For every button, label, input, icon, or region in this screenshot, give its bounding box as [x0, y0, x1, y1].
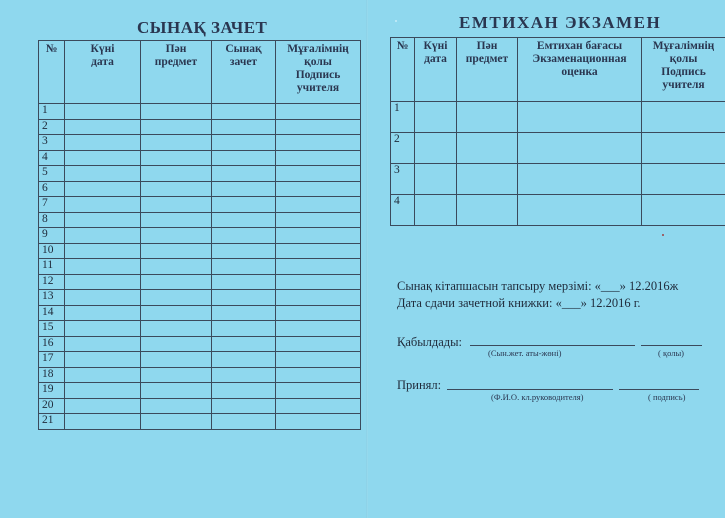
zachet-cell — [212, 228, 276, 244]
zachet-cell — [212, 367, 276, 383]
zachet-cell — [65, 135, 141, 151]
zachet-row — [39, 414, 361, 430]
exam-col-header: Пән предмет — [457, 38, 518, 102]
zachet-row-number: 1 — [39, 104, 65, 120]
zachet-row — [39, 135, 361, 151]
exam-title: ЕМТИХАН ЭКЗАМЕН — [459, 13, 662, 32]
zachet-cell — [276, 336, 361, 352]
zachet-cell — [141, 367, 212, 383]
zachet-row — [39, 274, 361, 290]
zachet-cell — [141, 414, 212, 430]
zachet-cell — [212, 212, 276, 228]
zachet-title: СЫНАҚ ЗАЧЕТ — [137, 18, 268, 37]
zachet-cell — [212, 398, 276, 414]
exam-cell — [642, 195, 725, 226]
zachet-row-number: 12 — [39, 274, 65, 290]
zachet-cell — [65, 259, 141, 275]
exam-row-number: 3 — [391, 164, 415, 195]
exam-cell — [518, 133, 642, 164]
zachet-cell — [276, 243, 361, 259]
paper-speck — [662, 234, 664, 236]
zachet-row-number: 14 — [39, 305, 65, 321]
exam-cell — [415, 195, 457, 226]
zachet-cell — [141, 181, 212, 197]
accepted-kz-name-line — [470, 345, 635, 346]
zachet-cell — [65, 166, 141, 182]
exam-row-number: 4 — [391, 195, 415, 226]
zachet-row-number: 21 — [39, 414, 65, 430]
zachet-cell — [141, 274, 212, 290]
zachet-cell — [141, 383, 212, 399]
accepted-ru-hint-sign: ( подпись) — [648, 392, 686, 402]
zachet-row — [39, 243, 361, 259]
zachet-cell — [141, 212, 212, 228]
zachet-row — [39, 321, 361, 337]
accepted-kz-label: Қабылдады: — [397, 335, 463, 349]
zachet-cell — [276, 367, 361, 383]
zachet-col-header: Сынақ зачет — [212, 41, 276, 104]
zachet-row — [39, 104, 361, 120]
zachet-cell — [212, 383, 276, 399]
zachet-table — [38, 40, 361, 430]
exam-row-number: 2 — [391, 133, 415, 164]
exam-table — [390, 37, 725, 226]
zachet-cell — [276, 150, 361, 166]
zachet-cell — [65, 290, 141, 306]
page-fold — [366, 0, 368, 518]
accepted-ru-sign-line — [619, 389, 699, 390]
exam-col-header: Күні дата — [415, 38, 457, 102]
zachet-cell — [65, 383, 141, 399]
exam-cell — [415, 164, 457, 195]
zachet-row-number: 20 — [39, 398, 65, 414]
zachet-row-number: 17 — [39, 352, 65, 368]
zachet-cell — [276, 414, 361, 430]
exam-cell — [457, 133, 518, 164]
exam-cell — [415, 133, 457, 164]
zachet-cell — [212, 166, 276, 182]
zachet-row — [39, 383, 361, 399]
zachet-row — [39, 367, 361, 383]
zachet-row-number: 9 — [39, 228, 65, 244]
zachet-row-number: 2 — [39, 119, 65, 135]
zachet-row-number: 13 — [39, 290, 65, 306]
zachet-row — [39, 290, 361, 306]
exam-row — [391, 195, 725, 226]
zachet-cell — [212, 414, 276, 430]
zachet-cell — [212, 321, 276, 337]
zachet-row-number: 16 — [39, 336, 65, 352]
zachet-cell — [212, 104, 276, 120]
exam-body — [391, 102, 725, 226]
exam-cell — [457, 164, 518, 195]
exam-cell — [642, 102, 725, 133]
zachet-cell — [276, 212, 361, 228]
zachet-cell — [141, 290, 212, 306]
zachet-col-header: Мұғалімнің қолы Подпись учителя — [276, 41, 361, 104]
zachet-cell — [212, 274, 276, 290]
zachet-cell — [212, 150, 276, 166]
zachet-cell — [212, 305, 276, 321]
zachet-row — [39, 352, 361, 368]
zachet-row-number: 7 — [39, 197, 65, 213]
zachet-row-number: 3 — [39, 135, 65, 151]
zachet-cell — [276, 321, 361, 337]
zachet-cell — [212, 135, 276, 151]
zachet-row-number: 10 — [39, 243, 65, 259]
zachet-cell — [65, 150, 141, 166]
zachet-row — [39, 150, 361, 166]
zachet-cell — [65, 181, 141, 197]
exam-cell — [642, 164, 725, 195]
zachet-cell — [212, 336, 276, 352]
zachet-cell — [141, 104, 212, 120]
zachet-cell — [65, 305, 141, 321]
zachet-cell — [276, 181, 361, 197]
zachet-row-number: 18 — [39, 367, 65, 383]
zachet-row-number: 4 — [39, 150, 65, 166]
zachet-cell — [276, 104, 361, 120]
exam-cell — [457, 195, 518, 226]
zachet-row-number: 8 — [39, 212, 65, 228]
exam-col-header: Емтихан бағасы Экзаменационная оценка — [518, 38, 642, 102]
exam-row-number: 1 — [391, 102, 415, 133]
zachet-cell — [141, 398, 212, 414]
zachet-row — [39, 212, 361, 228]
zachet-col-header: Күні дата — [65, 41, 141, 104]
zachet-cell — [276, 228, 361, 244]
zachet-cell — [276, 352, 361, 368]
zachet-row-number: 15 — [39, 321, 65, 337]
zachet-cell — [65, 336, 141, 352]
zachet-cell — [212, 181, 276, 197]
zachet-cell — [276, 398, 361, 414]
zachet-row — [39, 259, 361, 275]
zachet-cell — [65, 367, 141, 383]
zachet-cell — [141, 305, 212, 321]
zachet-cell — [141, 119, 212, 135]
exam-cell — [518, 102, 642, 133]
accepted-kz-hint-name: (Сын.жет. аты-жөні) — [488, 348, 562, 358]
zachet-cell — [141, 135, 212, 151]
zachet-cell — [212, 352, 276, 368]
zachet-cell — [65, 321, 141, 337]
zachet-cell — [141, 259, 212, 275]
exam-row — [391, 133, 725, 164]
paper-speck — [395, 20, 397, 22]
exam-cell — [457, 102, 518, 133]
zachet-col-header: Пән предмет — [141, 41, 212, 104]
zachet-col-header: № — [39, 41, 65, 104]
zachet-row — [39, 336, 361, 352]
zachet-body — [39, 104, 361, 430]
zachet-cell — [141, 228, 212, 244]
accepted-ru-label: Принял: — [397, 378, 442, 392]
exam-row — [391, 164, 725, 195]
zachet-cell — [212, 119, 276, 135]
accepted-ru-hint-name: (Ф.И.О. кл.руководителя) — [491, 392, 584, 402]
exam-header-row — [391, 38, 725, 102]
zachet-cell — [276, 305, 361, 321]
zachet-row — [39, 305, 361, 321]
accepted-kz-sign-line — [641, 345, 702, 346]
exam-cell — [642, 133, 725, 164]
zachet-row — [39, 197, 361, 213]
exam-cell — [518, 195, 642, 226]
exam-cell — [518, 164, 642, 195]
zachet-cell — [276, 135, 361, 151]
zachet-row — [39, 398, 361, 414]
zachet-cell — [276, 166, 361, 182]
zachet-cell — [65, 414, 141, 430]
zachet-cell — [212, 243, 276, 259]
zachet-cell — [276, 259, 361, 275]
zachet-row — [39, 228, 361, 244]
zachet-cell — [212, 197, 276, 213]
zachet-cell — [65, 352, 141, 368]
zachet-cell — [141, 150, 212, 166]
zachet-cell — [65, 104, 141, 120]
exam-row — [391, 102, 725, 133]
zachet-cell — [65, 398, 141, 414]
zachet-row-number: 19 — [39, 383, 65, 399]
exam-cell — [415, 102, 457, 133]
deadline-kz: Сынақ кітапшасын тапсыру мерзімі: «___» 12.2016ж — [397, 279, 679, 293]
zachet-cell — [141, 336, 212, 352]
zachet-cell — [65, 274, 141, 290]
zachet-cell — [65, 228, 141, 244]
exam-col-header: № — [391, 38, 415, 102]
zachet-cell — [276, 383, 361, 399]
zachet-row-number: 5 — [39, 166, 65, 182]
zachet-header-row — [39, 41, 361, 104]
zachet-row — [39, 181, 361, 197]
zachet-cell — [141, 197, 212, 213]
zachet-cell — [276, 274, 361, 290]
zachet-cell — [212, 290, 276, 306]
zachet-cell — [141, 166, 212, 182]
accepted-kz-hint-sign: ( қолы) — [658, 348, 685, 358]
zachet-cell — [141, 321, 212, 337]
zachet-cell — [141, 243, 212, 259]
accepted-ru-name-line — [447, 389, 613, 390]
zachet-row — [39, 119, 361, 135]
zachet-cell — [65, 243, 141, 259]
zachet-row — [39, 166, 361, 182]
zachet-cell — [141, 352, 212, 368]
zachet-cell — [276, 119, 361, 135]
zachet-row-number: 11 — [39, 259, 65, 275]
zachet-row-number: 6 — [39, 181, 65, 197]
zachet-cell — [276, 197, 361, 213]
zachet-cell — [65, 212, 141, 228]
zachet-cell — [276, 290, 361, 306]
zachet-cell — [65, 197, 141, 213]
zachet-cell — [65, 119, 141, 135]
exam-col-header: Мұғалімнің қолы Подпись учителя — [642, 38, 725, 102]
deadline-ru: Дата сдачи зачетной книжки: «___» 12.2016 г. — [397, 296, 641, 310]
zachet-cell — [212, 259, 276, 275]
